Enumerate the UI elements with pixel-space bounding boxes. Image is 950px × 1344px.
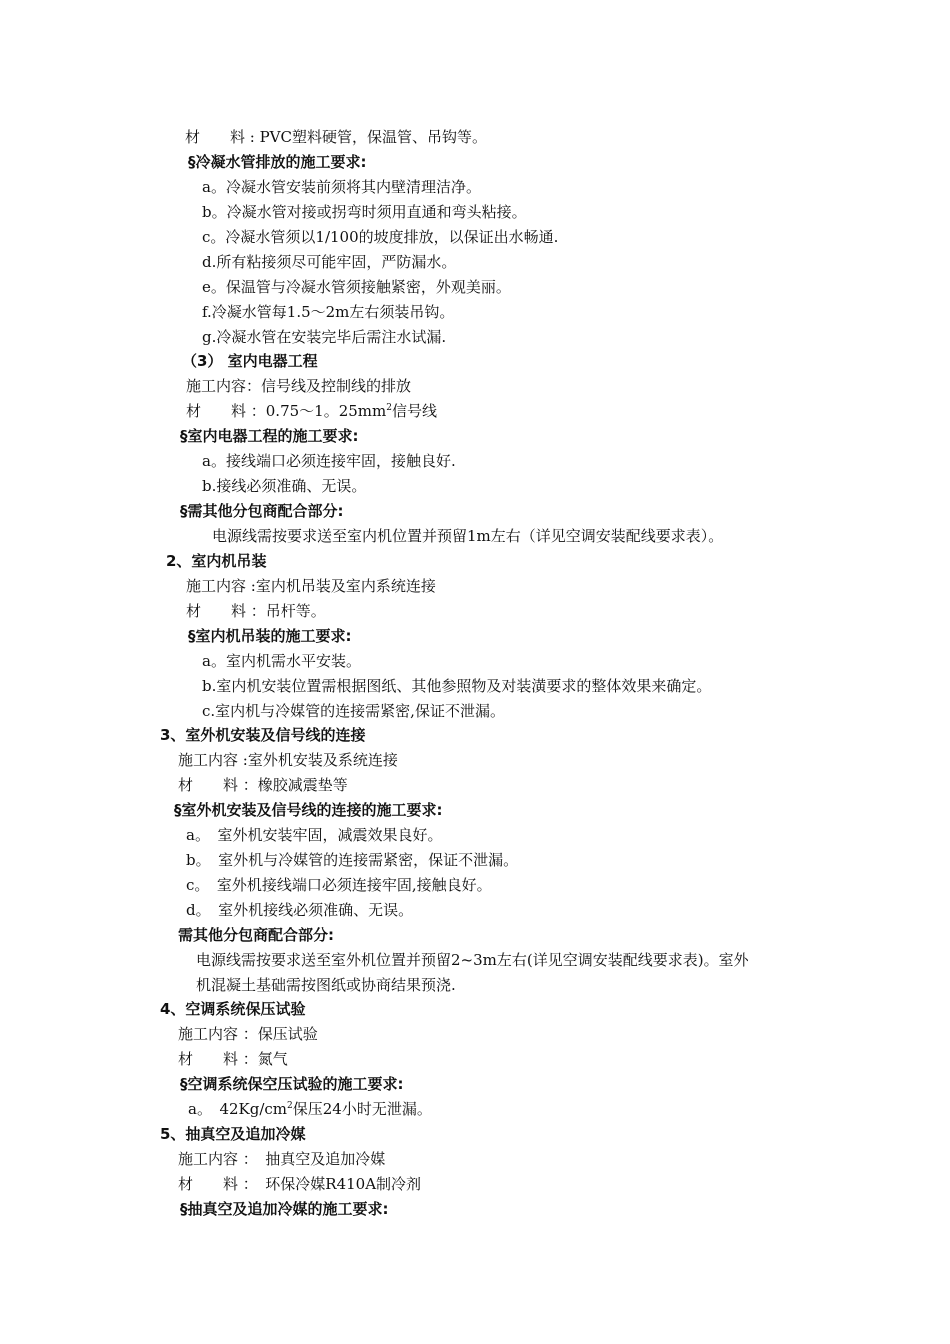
list-item: a。冷凝水管安装前须将其内壁清理洁净。 [202,178,481,196]
section-heading-indoor-unit: 2、室内机吊装 [166,552,267,570]
work-content-line: 施工内容 :室内机吊装及室内系统连接 [186,577,436,595]
other-contractors-heading: 需其他分包商配合部分: [178,926,334,944]
outdoor-unit-requirements-heading: §室外机安装及信号线的连接的施工要求: [174,801,443,819]
list-item: e。保温管与冷凝水管须接触紧密，外观美丽。 [202,278,511,296]
materials-line: 材 料 ：氮气 [178,1050,288,1068]
indoor-unit-requirements-heading: §室内机吊装的施工要求: [188,627,352,645]
materials-line: 材 料 ：吊杆等。 [186,602,326,620]
list-item: a。接线端口必须连接牢固，接触良好. [202,452,456,470]
other-contractors-heading: §需其他分包商配合部分: [180,502,344,520]
section-heading-vacuum-refrigerant: 5、抽真空及追加冷媒 [160,1125,306,1143]
pressure-test-requirements-heading: §空调系统保空压试验的施工要求: [180,1075,404,1093]
list-item: b.室内机安装位置需根据图纸、其他参照物及对装潢要求的整体效果来确定。 [202,677,712,695]
list-item: a。室内机需水平安装。 [202,652,361,670]
list-item: a。 $42Kg/cm^2$保压24小时无泄漏。 [188,1100,432,1118]
list-item: f.冷凝水管每1.5～2m左右须装吊钩。 [202,303,455,321]
materials-line-signal-wire: 材 料 ：0.75～1。$25mm^2$信号线 [186,402,437,420]
list-item: b.接线必须准确、无误。 [202,477,367,495]
work-content-line: 施工内容：信号线及控制线的排放 [186,377,412,395]
work-content-line: 施工内容 :室外机安装及系统连接 [178,751,398,769]
section-heading-indoor-electrical: （3） 室内电器工程 [182,352,318,370]
list-item: c.室内机与冷媒管的连接需紧密,保证不泄漏。 [202,702,505,720]
condensate-requirements-heading: §冷凝水管排放的施工要求: [188,153,367,171]
materials-line: 材 料 ：橡胶减震垫等 [178,776,348,794]
list-item: d。 室外机接线必须准确、无误。 [186,901,414,919]
paragraph: 机混凝土基础需按图纸或协商结果预浇. [196,976,456,994]
section-heading-outdoor-unit: 3、室外机安装及信号线的连接 [160,726,366,744]
paragraph: 电源线需按要求送至室内机位置并预留1m左右（详见空调安装配线要求表）。 [212,527,724,545]
vacuum-requirements-heading: §抽真空及追加冷媒的施工要求: [180,1200,389,1218]
list-item: g.冷凝水管在安装完毕后需注水试漏. [202,328,447,346]
work-content-line: 施工内容 ：保压试验 [178,1025,318,1043]
paragraph: 电源线需按要求送至室外机位置并预留2~3m左右(详见空调安装配线要求表)。室外 [196,951,749,969]
section-heading-pressure-test: 4、空调系统保压试验 [160,1000,306,1018]
materials-line: 材 料 ： 环保冷媒R410A制冷剂 [178,1175,422,1193]
list-item: a。 室外机安装牢固，减震效果良好。 [186,826,443,844]
list-item: b。 室外机与冷媒管的连接需紧密，保证不泄漏。 [186,851,519,869]
indoor-electrical-requirements-heading: §室内电器工程的施工要求: [180,427,359,445]
work-content-line: 施工内容 ： 抽真空及追加冷媒 [178,1150,386,1168]
list-item: c。冷凝水管须以1/100的坡度排放，以保证出水畅通. [202,228,559,246]
list-item: d.所有粘接须尽可能牢固，严防漏水。 [202,253,457,271]
materials-line-pvc: 材 料 : PVC塑料硬管，保温管、吊钩等。 [185,128,487,146]
list-item: c。 室外机接线端口必须连接牢固,接触良好。 [186,876,492,894]
list-item: b。冷凝水管对接或拐弯时须用直通和弯头粘接。 [202,203,527,221]
